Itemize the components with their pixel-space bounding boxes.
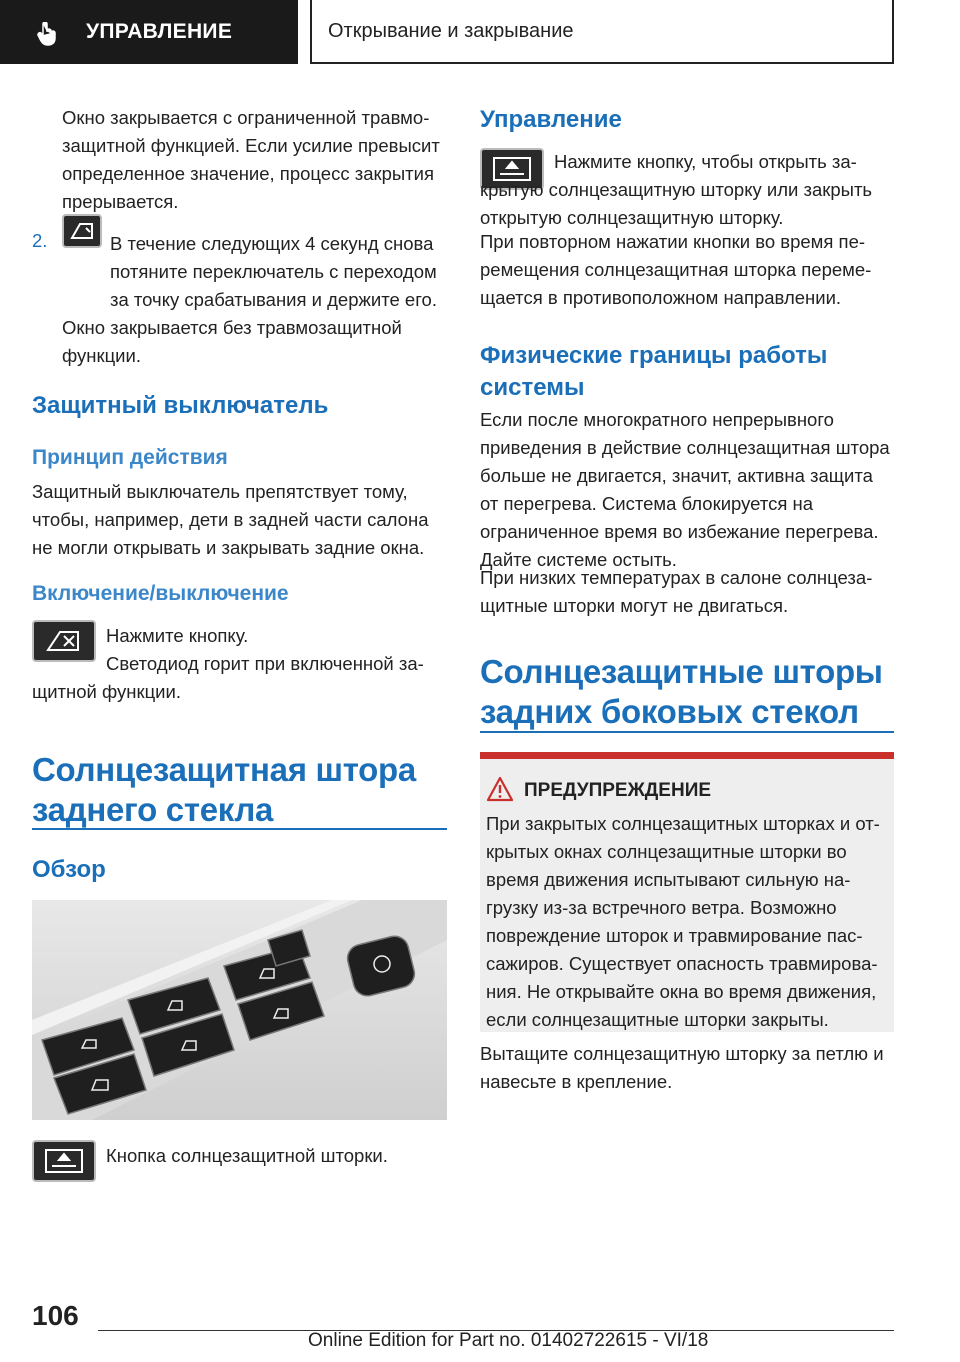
paragraph-limits-2: При низких температурах в салоне солнцеза-щитные шторки могут не двигаться. bbox=[480, 567, 873, 616]
heading-rear-window-blind: Солнцезащитная штора заднего стекла bbox=[32, 751, 416, 828]
warning-text: При закрытых солнцезащитных шторках и от-крытых окнах солнцезащитные шторки во время движения испытывают сильную на-грузку из-за встречного ветра. Возможно повреждение шторок и травмирование пас-сажиров. Существует опасность травмирова-ния. Не открывайте окна во время движения, если солнцезащитные шторки закрыты. bbox=[486, 813, 880, 1030]
heading-side-blinds: Солнцезащитные шторы задних боковых стекол bbox=[480, 653, 883, 730]
edition-note: Online Edition for Part no. 01402722615 - VI/18 bbox=[308, 1330, 709, 1351]
heading-control: Управление bbox=[480, 106, 622, 133]
warning-box bbox=[480, 752, 894, 1032]
heading-safety-switch: Защитный выключатель bbox=[32, 392, 329, 419]
heading-principle: Принцип действия bbox=[32, 446, 228, 469]
heading-on-off: Включение/выключение bbox=[32, 582, 289, 605]
paragraph-limited-protection: Окно закрывается с ограниченной травмо-защитной функцией. Если усилие превысит определенное значение, процесс закрытия прерывается. bbox=[62, 107, 440, 212]
paragraph-pull-blind: Вытащите солнцезащитную шторку за петлю и навесьте в крепление. bbox=[480, 1043, 884, 1092]
page-number: 106 bbox=[32, 1300, 79, 1331]
window-switch-icon bbox=[62, 214, 102, 248]
step2-text: В течение следующих 4 секунд снова потяните переключатель с переходом за точку срабатывания и держите его. bbox=[110, 233, 437, 310]
press-button-text: Нажмите кнопку. bbox=[106, 625, 249, 646]
section-header bbox=[0, 0, 298, 64]
breadcrumb bbox=[310, 0, 894, 64]
hand-icon bbox=[36, 22, 58, 46]
section-title: УПРАВЛЕНИЕ bbox=[86, 20, 233, 43]
step2-result: Окно закрывается без травмозащитной функции. bbox=[62, 317, 402, 366]
paragraph-limits-1: Если после многократного непрерывного приведения в действие солнцезащитная штора больше не двигается, значит, активна защита от перегрева. Система блокируется на ограниченное время во избежание перегрева. Дайте системе остыть. bbox=[480, 409, 890, 570]
caption-sunblind-button: Кнопка солнцезащитной шторки. bbox=[106, 1145, 388, 1166]
paragraph-principle: Защитный выключатель препятствует тому, чтобы, например, дети в задней части салона не могли открывать и закрывать задние окна. bbox=[32, 481, 429, 558]
heading-rule-right bbox=[480, 731, 894, 733]
paragraph-control: Нажмите кнопку, чтобы открыть за-крытую солнцезащитную шторку или закрыть открытую солнцезащитную шторку. bbox=[480, 151, 873, 228]
step2-text-first bbox=[110, 230, 450, 314]
warning-title: ПРЕДУПРЕЖДЕНИЕ bbox=[524, 780, 712, 801]
led-text: Светодиод горит при включенной за-щитной функции. bbox=[32, 653, 424, 702]
paragraph-repeat: При повторном нажатии кнопки во время пе-ремещения солнцезащитная шторка переме-щается в противоположном направлении. bbox=[480, 231, 872, 308]
heading-overview: Обзор bbox=[32, 856, 106, 883]
step-number: 2. bbox=[32, 230, 48, 251]
heading-system-limits: Физические границы работы системы bbox=[480, 342, 828, 401]
breadcrumb-text: Открывание и закрывание bbox=[328, 20, 574, 42]
heading-rule bbox=[32, 828, 447, 830]
warning-triangle-icon bbox=[486, 776, 514, 802]
warning-bar bbox=[480, 752, 894, 759]
sunblind-button-icon bbox=[32, 1140, 96, 1182]
door-switch-panel-image bbox=[32, 900, 447, 1120]
